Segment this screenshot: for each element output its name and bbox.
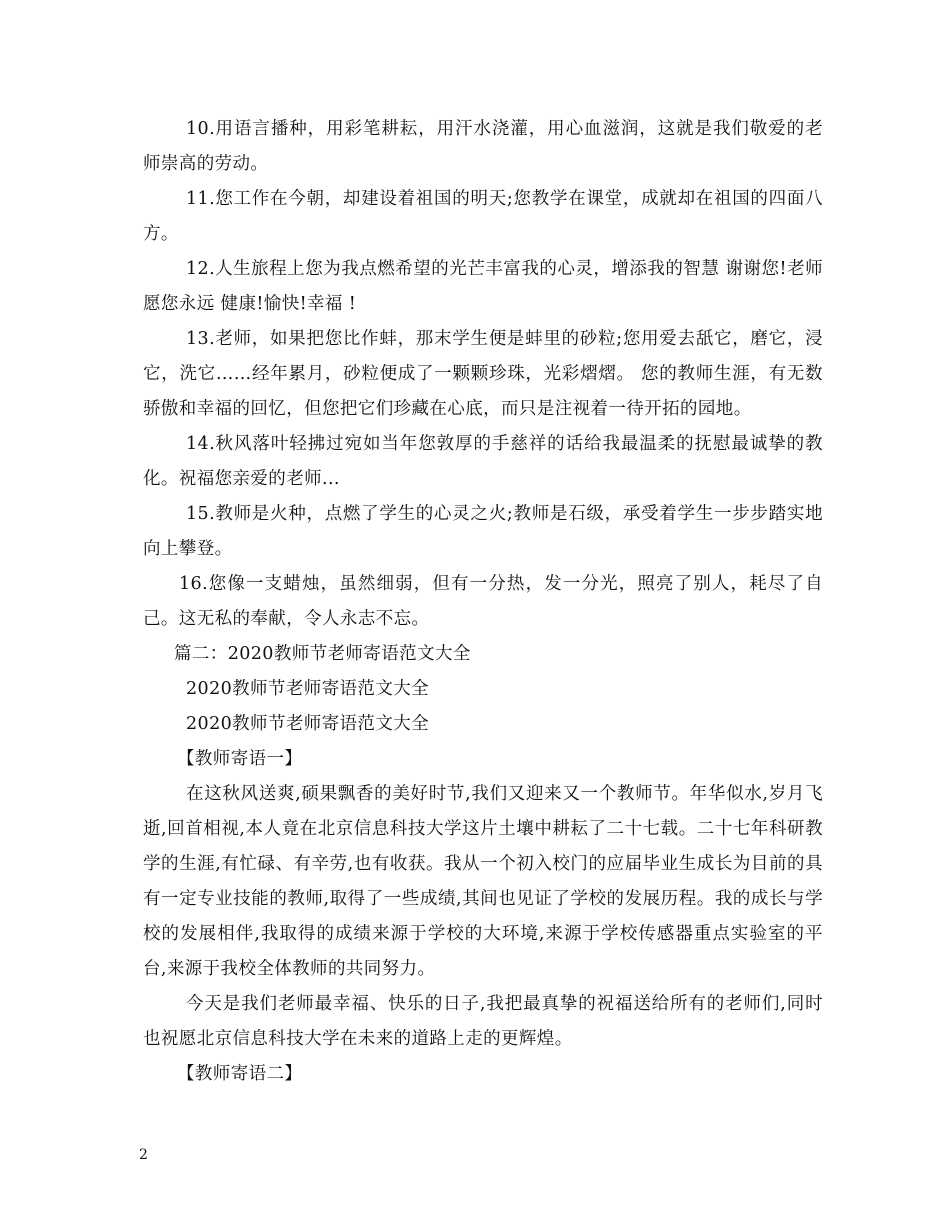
page-number: 2 <box>139 1147 148 1163</box>
message-1-paragraph-2: 今天是我们老师最幸福、快乐的日子,我把最真挚的祝福送给所有的老师们,同时也祝愿北京信息科技大学在未来的道路上走的更辉煌。 <box>143 994 823 1049</box>
section-heading: 篇二：2020教师节老师寄语范文大全 <box>174 644 471 664</box>
message-1-paragraph-1: 在这秋风送爽,硕果飘香的美好时节,我们又迎来又一个教师节。年华似水,岁月飞逝,回首相视,本人竟在北京信息科技大学这片土壤中耕耘了二十七载。二十七年科研教学的生涯,有忙碌、有辛劳,也有收获。我从一个初入校门的应届毕业生成长为目前的具有一定专业技能的教师,取得了一些成绩,其间也见证了学校的发展历程。我的成长与学校的发展相伴,我取得的成绩来源于学校的大环境,来源于学校传感器重点实验室的平台,来源于我校全体教师的共同努力。 <box>143 784 823 979</box>
paragraph-item-13: 13.老师，如果把您比作蚌，那末学生便是蚌里的砂粒;您用爱去舐它，磨它，浸它，洗它……经年累月，砂粒便成了一颗颗珍珠，光彩熠熠。 您的教师生涯，有无数骄傲和幸福的回忆，但您把它们珍藏在心底，而只是注视着一待开拓的园地。 <box>143 329 823 419</box>
section-title-2: 2020教师节老师寄语范文大全 <box>186 714 430 734</box>
paragraph-item-10: 10.用语言播种，用彩笔耕耘，用汗水浇灌，用心血滋润，这就是我们敬爱的老师崇高的劳动。 <box>143 119 823 174</box>
message-1-heading: 【教师寄语一】 <box>177 749 303 769</box>
paragraph-item-14: 14.秋风落叶轻拂过宛如当年您敦厚的手慈祥的话给我最温柔的抚慰最诚挚的教化。祝福您亲爱的老师... <box>143 434 823 489</box>
message-2-heading: 【教师寄语二】 <box>177 1064 303 1084</box>
paragraph-item-12: 12.人生旅程上您为我点燃希望的光芒丰富我的心灵，增添我的智慧 谢谢您!老师 愿您永远 健康!愉快!幸福 ! <box>143 259 823 314</box>
paragraph-item-16: 16.您像一支蜡烛，虽然细弱，但有一分热，发一分光，照亮了别人，耗尽了自己。这无私的奉献，令人永志不忘。 <box>143 574 823 629</box>
section-title-1: 2020教师节老师寄语范文大全 <box>186 679 430 699</box>
paragraph-item-15: 15.教师是火种，点燃了学生的心灵之火;教师是石级，承受着学生一步步踏实地向上攀登。 <box>143 504 823 559</box>
paragraph-item-11: 11.您工作在今朝，却建设着祖国的明天;您教学在课堂，成就却在祖国的四面八方。 <box>143 189 823 244</box>
